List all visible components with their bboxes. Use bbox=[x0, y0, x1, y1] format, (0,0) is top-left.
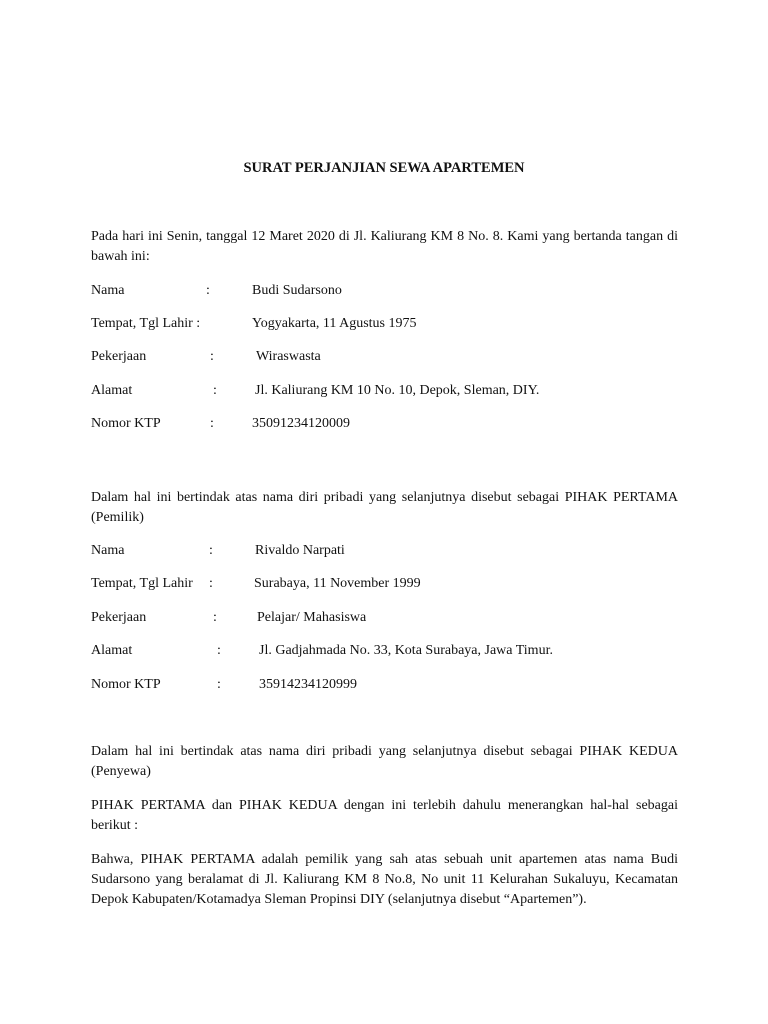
field-colon: : bbox=[210, 349, 214, 364]
party1-ktp-row bbox=[91, 414, 678, 434]
field-value: Rivaldo Narpati bbox=[255, 543, 345, 558]
field-colon: : bbox=[213, 610, 217, 625]
field-value: Budi Sudarsono bbox=[252, 283, 342, 298]
field-value: Surabaya, 11 November 1999 bbox=[254, 576, 421, 591]
field-label: Alamat bbox=[91, 383, 133, 398]
field-label: Nama bbox=[91, 543, 125, 558]
intro-paragraph: Pada hari ini Senin, tanggal 12 Maret 2020 di Jl. Kaliurang KM 8 No. 8. Kami yang bertanda tangan di bawah ini: bbox=[91, 229, 678, 264]
party2-statement: Dalam hal ini bertindak atas nama diri pribadi yang selanjutnya disebut sebagai PIHAK KEDUA (Penyewa) bbox=[91, 744, 678, 779]
document-title: SURAT PERJANJIAN SEWA APARTEMEN bbox=[243, 160, 525, 176]
field-value: Yogyakarta, 11 Agustus 1975 bbox=[252, 316, 417, 331]
field-value: 35091234120009 bbox=[252, 416, 350, 431]
field-label: Nomor KTP bbox=[91, 677, 161, 692]
party1-name-row bbox=[91, 281, 678, 301]
party2-occupation-row bbox=[91, 608, 678, 628]
field-label: Pekerjaan bbox=[91, 349, 147, 364]
field-colon: : bbox=[209, 576, 213, 591]
field-colon: : bbox=[217, 677, 221, 692]
field-label: Nomor KTP bbox=[91, 416, 161, 431]
party1-occupation-row bbox=[91, 347, 678, 367]
party2-address-row bbox=[91, 641, 678, 661]
party1-statement: Dalam hal ini bertindak atas nama diri pribadi yang selanjutnya disebut sebagai PIHAK PERTAMA (Pemilik) bbox=[91, 490, 678, 525]
field-colon: : bbox=[213, 383, 217, 398]
field-value: Pelajar/ Mahasiswa bbox=[257, 610, 367, 625]
field-label: Nama bbox=[91, 283, 125, 298]
field-colon: : bbox=[210, 416, 214, 431]
field-label: Tempat, Tgl Lahir bbox=[91, 576, 193, 591]
field-colon: : bbox=[209, 543, 213, 558]
party1-birth-row bbox=[91, 314, 678, 334]
field-value: Jl. Gadjahmada No. 33, Kota Surabaya, Jawa Timur. bbox=[259, 643, 553, 658]
party2-name-row bbox=[91, 541, 678, 561]
preamble-paragraph: PIHAK PERTAMA dan PIHAK KEDUA dengan ini terlebih dahulu menerangkan hal-hal sebagai berikut : bbox=[91, 798, 678, 833]
field-label: Pekerjaan bbox=[91, 610, 147, 625]
party2-birth-row bbox=[91, 574, 678, 594]
field-value: 35914234120999 bbox=[259, 677, 357, 692]
clause-paragraph: Bahwa, PIHAK PERTAMA adalah pemilik yang sah atas sebuah unit apartemen atas nama Budi Sudarsono yang beralamat di Jl. Kaliurang KM 8 No.8, No unit 11 Kelurahan Sukaluyu, Kecamatan Depok Kabupaten/Kotamadya Sleman Propinsi DIY (selanjutnya disebut “Apartemen”). bbox=[91, 852, 678, 907]
field-value: Wiraswasta bbox=[256, 349, 321, 364]
party2-ktp-row bbox=[91, 675, 678, 695]
party1-address-row bbox=[91, 381, 678, 401]
field-value: Jl. Kaliurang KM 10 No. 10, Depok, Sleman, DIY. bbox=[255, 383, 540, 398]
field-label: Tempat, Tgl Lahir : bbox=[91, 316, 201, 331]
field-label: Alamat bbox=[91, 643, 133, 658]
field-colon: : bbox=[206, 283, 210, 298]
field-colon: : bbox=[217, 643, 221, 658]
